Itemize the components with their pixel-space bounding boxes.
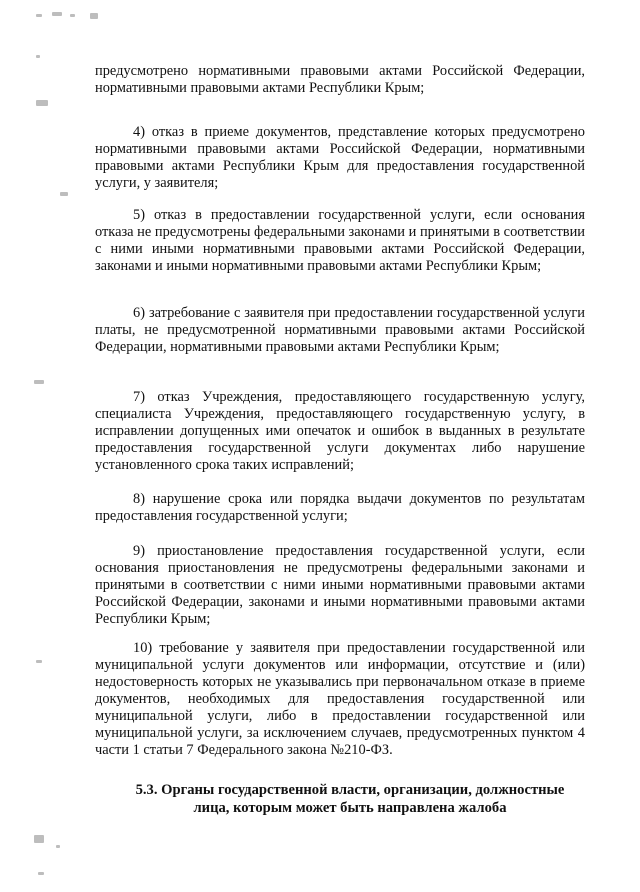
paragraph-item-7: 7) отказ Учреждения, предоставляющего государственную услугу, специалиста Учреждения, предоставляющего государственную услугу, в исправлении допущенных ими опечаток и ошибок в выданных в результате предоставления государственной услуги документах либо нарушение установленного срока таких исправлений; [95,389,585,473]
scan-speck [36,14,42,17]
scan-speck [34,380,44,384]
scan-speck [38,872,44,875]
paragraph-item-4: 4) отказ в приеме документов, представление которых предусмотрено нормативными правовыми актами Российской Федерации, нормативными правовыми актами Республики Крым для предоставления государственной услуги, у заявителя; [95,124,585,191]
scan-speck [36,100,48,106]
paragraph-item-5: 5) отказ в предоставлении государственной услуги, если основания отказа не предусмотрены федеральными законами и принятыми в соответствии с ними иными нормативными правовыми актами Российской Федерации, законами и иными нормативными правовыми актами Республики Крым; [95,207,585,274]
paragraph-continuation: предусмотрено нормативными правовыми актами Российской Федерации, нормативными правовыми актами Республики Крым; [95,63,585,96]
scan-speck [60,192,68,196]
scan-speck [34,835,44,843]
paragraph-item-10: 10) требование у заявителя при предоставлении государственной или муниципальной услуги документов или информации, отсутствие и (или) недостоверность которых не указывались при первоначальном отказе в приеме документов, необходимых для предоставления государственной или муниципальной услуги, либо в предоставлении государственной или муниципальной услуги, за исключением случаев, предусмотренных пунктом 4 части 1 статьи 7 Федерального закона №210-ФЗ. [95,640,585,758]
paragraph-item-6: 6) затребование с заявителя при предоставлении государственной услуги платы, не предусмотренной нормативными правовыми актами Российской Федерации, нормативными правовыми актами Республики Крым; [95,305,585,355]
scan-speck [36,55,40,58]
scan-speck [56,845,60,848]
scan-speck [36,660,42,663]
scan-speck [70,14,75,17]
section-heading-line-2: лица, которым может быть направлена жалоба [193,800,507,816]
section-heading-line-1: 5.3. Органы государственной власти, организации, должностные [135,782,565,798]
scan-speck [52,12,62,16]
paragraph-item-8: 8) нарушение срока или порядка выдачи документов по результатам предоставления государственной услуги; [95,491,585,524]
paragraph-item-9: 9) приостановление предоставления государственной услуги, если основания приостановления не предусмотрены федеральными законами и принятыми в соответствии с ними иными нормативными правовыми актами Российской Федерации, законами и иными нормативными правовыми актами Республики Крым; [95,543,585,627]
scan-speck [90,13,98,19]
